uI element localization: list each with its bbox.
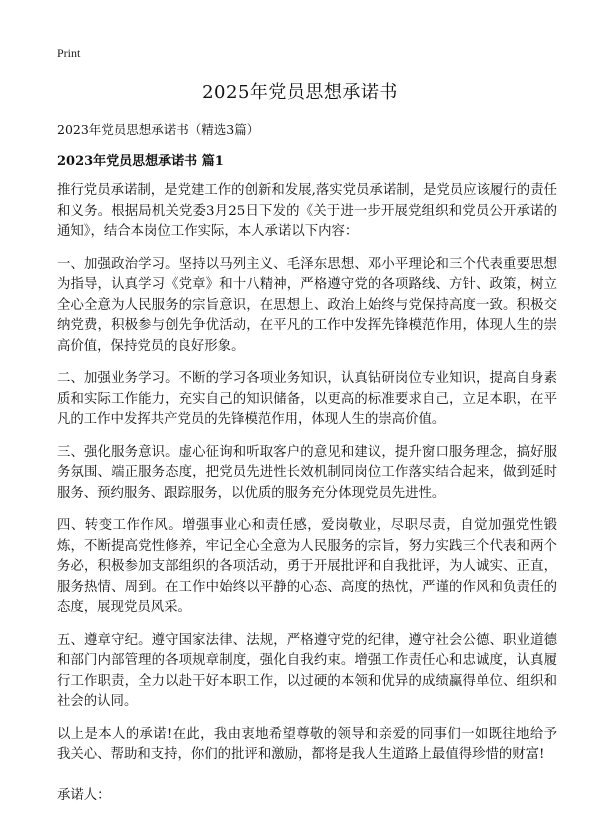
paragraph-business-study: 二、加强业务学习。不断的学习各项业务知识，认真钻研岗位专业知识，提高自身素质和实际工作能力，充实自己的知识储备，以更高的标准要求自己，立足本职，在平凡的工作中发挥共产党员的先锋模范作用，体现人生的崇高价值。 bbox=[57, 371, 557, 427]
paragraph-service-awareness: 三、强化服务意识。虚心征询和听取客户的意见和建议，提升窗口服务理念，搞好服务氛围、端正服务态度，把党员先进性长效机制同岗位工作落实结合起来，做到延时服务、预约服务、跟踪服务，以优质的服务充分体现党员先进性。 bbox=[57, 444, 557, 501]
section-heading: 2023年党员思想承诺书 篇1 bbox=[57, 154, 224, 169]
paragraph-work-style: 四、转变工作作风。增强事业心和责任感，爱岗敬业，尽职尽责，自觉加强党性锻炼，不断提高党性修养，牢记全心全意为人民服务的宗旨，努力实践三个代表和两个务必，积极参加支部组织的各项活动，勇于开展批评和自我批评，为人诚实、正直，服务热情、周到。在工作中始终以平静的心态、高度的热忱，严谨的作风和负责任的态度，展现党员风采。 bbox=[57, 518, 557, 615]
paragraph-closing: 以上是本人的承诺!在此，我由衷地希望尊敬的领导和亲爱的同事们一如既往地给予我关心、帮助和支持，你们的批评和激励，都将是我人生道路上最值得珍惜的财富! bbox=[57, 726, 557, 762]
paragraph-discipline: 五、遵章守纪。遵守国家法律、法规，严格遵守党的纪律，遵守社会公德、职业道德和部门内部管理的各项规章制度，强化自我约束。增强工作责任心和忠诚度，认真履行工作职责，全力以赴干好本职工作，以过硬的本领和优异的成绩赢得单位、组织和社会的认同。 bbox=[57, 632, 557, 709]
document-body bbox=[57, 181, 557, 806]
paragraph-intro: 推行党员承诺制，是党建工作的创新和发展,落实党员承诺制，是党员应该履行的责任和义务。根据局机关党委3月25日下发的《关于进一步开展党组织和党员公开承诺的通知》，结合本岗位工作实际，本人承诺以下内容： bbox=[57, 183, 557, 239]
page-title: 2025年党员思想承诺书 bbox=[202, 82, 398, 103]
signer-label: 承诺人： bbox=[57, 787, 111, 803]
paragraph-political-study: 一、加强政治学习。坚持以马列主义、毛泽东思想、邓小平理论和三个代表重要思想为指导，认真学习《党章》和十八精神，严格遵守党的各项路线、方针、政策，树立全心全意为人民服务的宗旨意识，在思想上、政治上始终与党保持高度一致。积极交纳党费，积极参与创先争优活动，在平凡的工作中发挥先锋模范作用，体现人生的崇高价值，保持党员的良好形象。 bbox=[57, 256, 557, 354]
document-subtitle: 2023年党员思想承诺书（精选3篇） bbox=[57, 122, 260, 137]
print-link[interactable]: Print bbox=[57, 46, 81, 60]
